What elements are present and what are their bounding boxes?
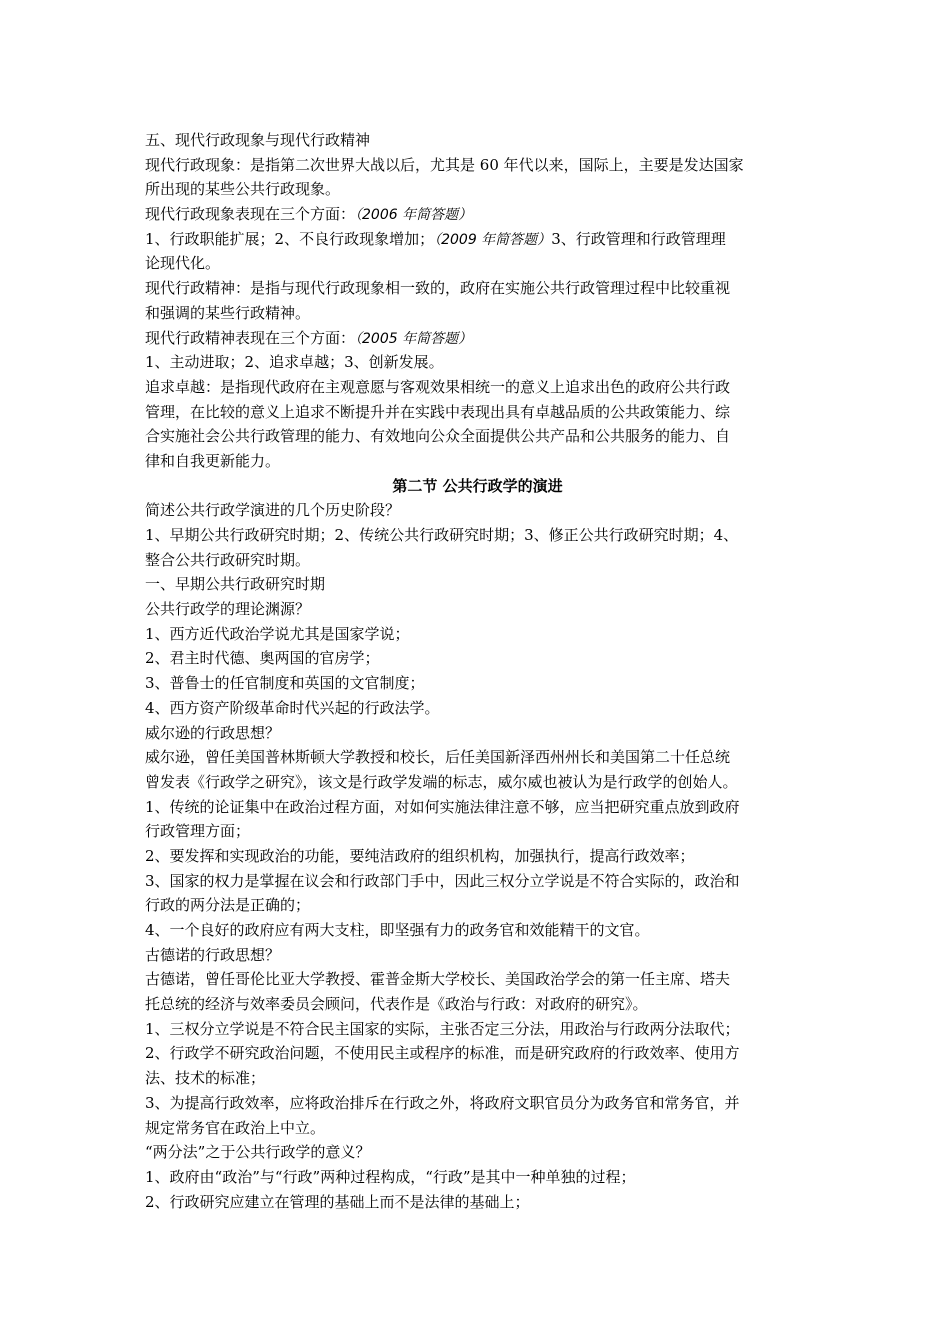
text-line [145,400,810,425]
line-text: 1、西方近代政治学说尤其是国家学说； [145,624,410,643]
line-text: 合实施社会公共行政管理的能力、有效地向公众全面提供公共产品和公共服务的能力、自 [145,427,731,446]
text-line [145,721,810,746]
text-line [145,202,810,227]
text-line [145,548,810,573]
line-text: 现代行政现象：是指第二次世界大战以后，尤其是 60 年代以来，国际上，主要是发达国家 [145,155,744,174]
line-text: 4、西方资产阶级革命时代兴起的行政法学。 [145,698,440,717]
line-text: 1、三权分立学说是不符合民主国家的实际，主张否定三分法，用政治与行政两分法取代； [145,1019,740,1038]
line-text: 3、为提高行政效率，应将政治排斥在行政之外，将政府文职官员分为政务官和常务官，并 [145,1093,740,1112]
line-text: 2、行政学不研究政治问题，不使用民主或程序的标准，而是研究政府的行政效率、使用方 [145,1044,740,1063]
exam-note: （2006 年简答题） [355,207,473,224]
line-text: 古德诺的行政思想？ [145,945,281,964]
line-text: 五、现代行政现象与现代行政精神 [145,131,371,149]
text-line [145,251,810,276]
line-text: 整合公共行政研究时期。 [145,550,311,569]
text-line [145,918,810,943]
line-text: 1、早期公共行政研究时期；2、传统公共行政研究时期；3、修正公共行政研究时期；4、 [145,526,739,544]
line-text: 第二节 公共行政学的演进 [392,476,563,495]
exam-note: （2005 年简答题） [355,330,473,347]
line-text: “两分法”之于公共行政学的意义？ [145,1143,371,1162]
text-line [145,745,810,770]
text-line [145,375,810,400]
text-line [145,819,810,844]
line-text: 行政管理方面； [145,822,251,841]
text-line [145,967,810,992]
line-text-tail: 3、行政管理和行政管理理 [551,229,726,248]
line-text: 现代行政精神：是指与现代行政现象相一致的，政府在实施公共行政管理过程中比较重视 [145,279,731,298]
text-line [145,597,810,622]
line-text: 2、要发挥和实现政治的功能，要纯洁政府的组织机构，加强执行，提高行政效率； [145,846,695,865]
line-text: 律和自我更新能力。 [145,451,281,470]
text-line [145,449,810,474]
line-text: 公共行政学的理论渊源？ [145,600,311,619]
text-line [145,326,810,351]
text-line [145,1190,810,1215]
document-page [145,128,810,1214]
text-line [145,795,810,820]
text-line [145,696,810,721]
text-line [145,770,810,795]
line-text: 1、传统的论证集中在政治过程方面，对如何实施法律注意不够，应当把研究重点放到政府 [145,797,740,816]
line-text: 1、主动进取；2、追求卓越；3、创新发展。 [145,353,444,372]
line-text: 曾发表《行政学之研究》，该文是行政学发端的标志，威尔威也被认为是行政学的创始人。 [145,772,738,791]
text-line [145,350,810,375]
line-text: 古德诺，曾任哥伦比亚大学教授、霍普金斯大学校长、美国政治学会的第一任主席、塔夫 [145,970,731,989]
text-line [145,671,810,696]
text-line [145,869,810,894]
text-line [145,646,810,671]
line-text: 威尔逊，曾任美国普林斯顿大学教授和校长，后任美国新泽西州州长和美国第二十任总统 [145,748,731,767]
text-line [145,498,810,523]
text-line [145,992,810,1017]
text-line [145,1041,810,1066]
section-heading [145,474,810,499]
text-line [145,1017,810,1042]
text-line [145,128,810,153]
text-line [145,153,810,178]
text-line [145,943,810,968]
text-line [145,893,810,918]
exam-note: （2009 年简答题） [434,231,552,248]
text-line [145,1066,810,1091]
text-line [145,227,810,252]
line-text: 简述公共行政学演进的几个历史阶段？ [145,501,401,520]
text-line [145,572,810,597]
line-text: 3、普鲁士的任官制度和英国的文官制度； [145,674,425,693]
line-text: 行政的两分法是正确的； [145,896,311,915]
text-line [145,844,810,869]
text-line [145,301,810,326]
line-text: 4、一个良好的政府应有两大支柱，即坚强有力的政务官和效能精干的文官。 [145,921,650,939]
line-text: 管理，在比较的意义上追求不断提升并在实践中表现出具有卓越品质的公共政策能力、综 [145,402,731,421]
text-line [145,622,810,647]
line-text: 论现代化。 [145,254,221,273]
line-text: 1、行政职能扩展；2、不良行政现象增加； [145,229,435,248]
line-text: 追求卓越：是指现代政府在主观意愿与客观效果相统一的意义上追求出色的政府公共行政 [145,377,731,396]
line-text: 1、政府由“政治”与“行政”两种过程构成，“行政”是其中一种单独的过程； [145,1167,636,1186]
line-text: 威尔逊的行政思想？ [145,723,281,742]
line-text: 一、早期公共行政研究时期 [145,575,326,594]
line-text: 现代行政现象表现在三个方面： [145,205,356,224]
text-line [145,276,810,301]
text-line [145,1116,810,1141]
text-line [145,1165,810,1190]
line-text: 和强调的某些行政精神。 [145,303,311,322]
text-line [145,1140,810,1165]
line-text: 2、行政研究应建立在管理的基础上而不是法律的基础上； [145,1192,530,1211]
text-line [145,1091,810,1116]
text-line [145,177,810,202]
text-line [145,523,810,548]
line-text: 3、国家的权力是掌握在议会和行政部门手中，因此三权分立学说是不符合实际的，政治和 [145,871,740,890]
text-line [145,424,810,449]
line-text: 现代行政精神表现在三个方面： [145,328,356,347]
line-text: 法、技术的标准； [145,1069,266,1088]
line-text: 托总统的经济与效率委员会顾问，代表作是《政治与行政：对政府的研究》。 [145,995,648,1014]
line-text: 2、君主时代德、奥两国的官房学； [145,649,380,668]
line-text: 规定常务官在政治上中立。 [145,1118,326,1137]
line-text: 所出现的某些公共行政现象。 [145,180,341,199]
